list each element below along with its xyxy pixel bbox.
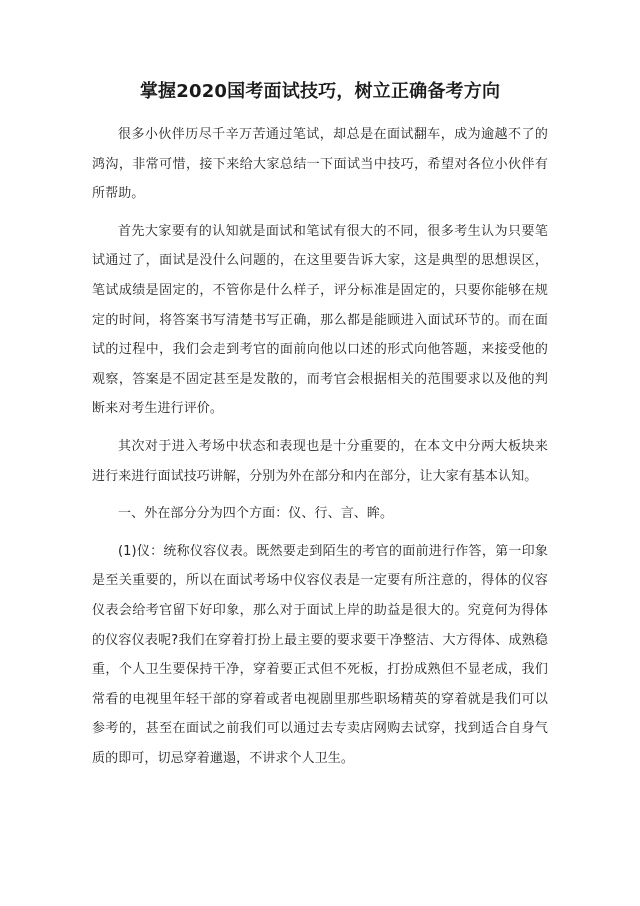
- paragraph-appearance: (1)仪：统称仪容仪表。既然要走到陌生的考官的面前进行作答，第一印象是至关重要的，所以在面试考场中仪容仪表是一定要有所注意的，得体的仪容仪表会给考官留下好印象，那么对于面试上岸的助益是很大的。究竟何为得体的仪容仪表呢?我们在穿着打扮上最主要的要求要干净整洁、大方得体、成熟稳重，个人卫生要保持干净，穿着要正式但不死板，打扮成熟但不显老成，我们常看的电视里年轻干部的穿着或者电视剧里那些职场精英的穿着就是我们可以参考的，甚至在面试之前我们可以通过去专卖店网购去试穿，找到适合自身气质的即可，切忌穿着邋遢，不讲求个人卫生。: [92, 543, 548, 766]
- document-title: 掌握2020国考面试技巧，树立正确备考方向: [139, 81, 501, 102]
- paragraph-interview-vs-written: 首先大家要有的认知就是面试和笔试有很大的不同，很多考生认为只要笔试通过了，面试是没什么问题的，在这里要告诉大家，这是典型的思想误区，笔试成绩是固定的，不管你是什么样子，评分标准是固定的，只要你能够在规定的时间，将答案书写清楚书写正确，那么都是能顾进入面试环节的。而在面试的过程中，我们会走到考官的面前向他以口述的形式向他答题，来接受他的观察，答案是不固定甚至是发散的，而考官会根据相关的范围要求以及他的判断来对考生进行评价。: [92, 223, 548, 417]
- paragraph-exam-state: 其次对于进入考场中状态和表现也是十分重要的，在本文中分两大板块来进行来进行面试技巧讲解，分别为外在部分和内在部分，让大家有基本认知。: [92, 438, 548, 484]
- paragraph-intro: 很多小伙伴历尽千辛万苦通过笔试，却总是在面试翻车，成为逾越不了的鸿沟，非常可惜，接下来给大家总结一下面试当中技巧，希望对各位小伙伴有所帮助。: [92, 127, 548, 202]
- paragraph-section-heading: 一、外在部分分为四个方面：仪、行、言、眸。: [118, 506, 394, 522]
